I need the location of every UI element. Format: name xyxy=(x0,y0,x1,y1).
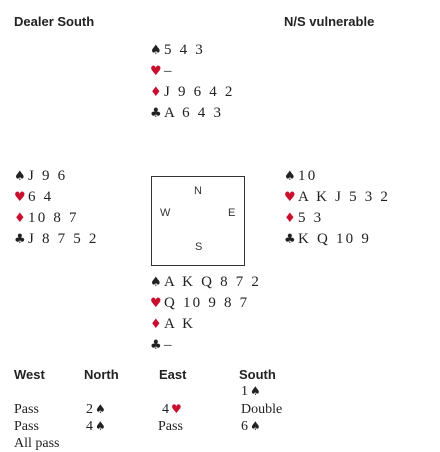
auction-call xyxy=(158,419,183,435)
call-text: Pass xyxy=(14,419,39,434)
card-list: 10 8 7 xyxy=(28,210,79,226)
heart-icon: ♥ xyxy=(284,190,296,205)
call-text: 4 xyxy=(162,402,169,417)
compass-south-label: S xyxy=(195,241,203,253)
card-list: A 6 4 3 xyxy=(164,105,224,121)
diamond-icon: ♦ xyxy=(150,317,162,332)
spade-icon: ♠ xyxy=(250,384,261,398)
auction-call xyxy=(241,419,261,435)
card-list: K Q 10 9 xyxy=(298,231,372,247)
club-icon: ♣ xyxy=(150,338,162,353)
card-list: A K xyxy=(164,316,196,332)
south-hand xyxy=(150,272,261,356)
call-text: 2 xyxy=(86,402,93,417)
heart-icon: ♥ xyxy=(150,64,162,79)
compass-east-label: E xyxy=(228,207,236,219)
south-suit-row xyxy=(150,293,261,314)
north-suit-row xyxy=(150,40,235,61)
compass-box xyxy=(151,176,245,266)
heart-icon: ♥ xyxy=(171,402,182,416)
south-suit-row xyxy=(150,272,261,293)
east-suit-row xyxy=(284,208,390,229)
west-suit-row xyxy=(14,208,99,229)
diamond-icon: ♦ xyxy=(14,211,26,226)
call-text: Pass xyxy=(14,402,39,417)
heart-icon: ♥ xyxy=(150,296,162,311)
west-suit-row xyxy=(14,187,99,208)
auction-call xyxy=(14,419,39,435)
south-suit-row xyxy=(150,314,261,335)
auction-header-west: West xyxy=(14,367,45,382)
compass-west-label: W xyxy=(160,207,171,219)
spade-icon: ♠ xyxy=(150,275,162,290)
diamond-icon: ♦ xyxy=(150,85,162,100)
north-suit-row xyxy=(150,82,235,103)
west-hand xyxy=(14,166,99,250)
club-icon: ♣ xyxy=(284,232,296,247)
spade-icon: ♠ xyxy=(250,419,261,433)
south-suit-row xyxy=(150,335,261,356)
spade-icon: ♠ xyxy=(95,419,106,433)
call-text: 1 xyxy=(241,384,248,399)
card-list: A K J 5 3 2 xyxy=(298,189,391,205)
card-list: A K Q 8 7 2 xyxy=(164,274,262,290)
auction-call xyxy=(86,402,106,418)
vulnerability-label: N/S vulnerable xyxy=(284,14,375,29)
spade-icon: ♠ xyxy=(14,169,26,184)
auction-header-east: East xyxy=(159,367,187,382)
diamond-icon: ♦ xyxy=(284,211,296,226)
card-list: Q 10 9 8 7 xyxy=(164,295,250,311)
north-suit-row xyxy=(150,61,235,82)
call-text: Double xyxy=(241,402,283,417)
card-list: 10 xyxy=(298,168,318,184)
east-suit-row xyxy=(284,187,390,208)
auction-call xyxy=(241,402,282,418)
east-suit-row xyxy=(284,166,390,187)
auction-call xyxy=(14,402,39,418)
card-list: J 8 7 5 2 xyxy=(28,231,99,247)
heart-icon: ♥ xyxy=(14,190,26,205)
spade-icon: ♠ xyxy=(284,169,296,184)
auction-call xyxy=(162,402,182,418)
card-list: 6 4 xyxy=(28,189,54,205)
club-icon: ♣ xyxy=(14,232,26,247)
auction-call xyxy=(14,436,60,452)
auction-call xyxy=(241,384,261,400)
card-list: J 9 6 4 2 xyxy=(164,84,235,100)
west-suit-row xyxy=(14,166,99,187)
card-list: J 9 6 xyxy=(28,168,68,184)
auction-call xyxy=(86,419,106,435)
west-suit-row xyxy=(14,229,99,250)
card-list: 5 3 xyxy=(298,210,324,226)
compass-north-label: N xyxy=(194,185,202,197)
card-list: – xyxy=(164,337,174,353)
call-text: Pass xyxy=(158,419,183,434)
auction-header-north: North xyxy=(84,367,119,382)
spade-icon: ♠ xyxy=(150,43,162,58)
club-icon: ♣ xyxy=(150,106,162,121)
call-text: All pass xyxy=(14,436,60,451)
auction-header-south: South xyxy=(239,367,276,382)
spade-icon: ♠ xyxy=(95,402,106,416)
east-suit-row xyxy=(284,229,390,250)
dealer-label: Dealer South xyxy=(14,14,95,29)
card-list: – xyxy=(164,63,174,79)
card-list: 5 4 3 xyxy=(164,42,205,58)
call-text: 6 xyxy=(241,419,248,434)
call-text: 4 xyxy=(86,419,93,434)
north-suit-row xyxy=(150,103,235,124)
east-hand xyxy=(284,166,390,250)
north-hand xyxy=(150,40,235,124)
